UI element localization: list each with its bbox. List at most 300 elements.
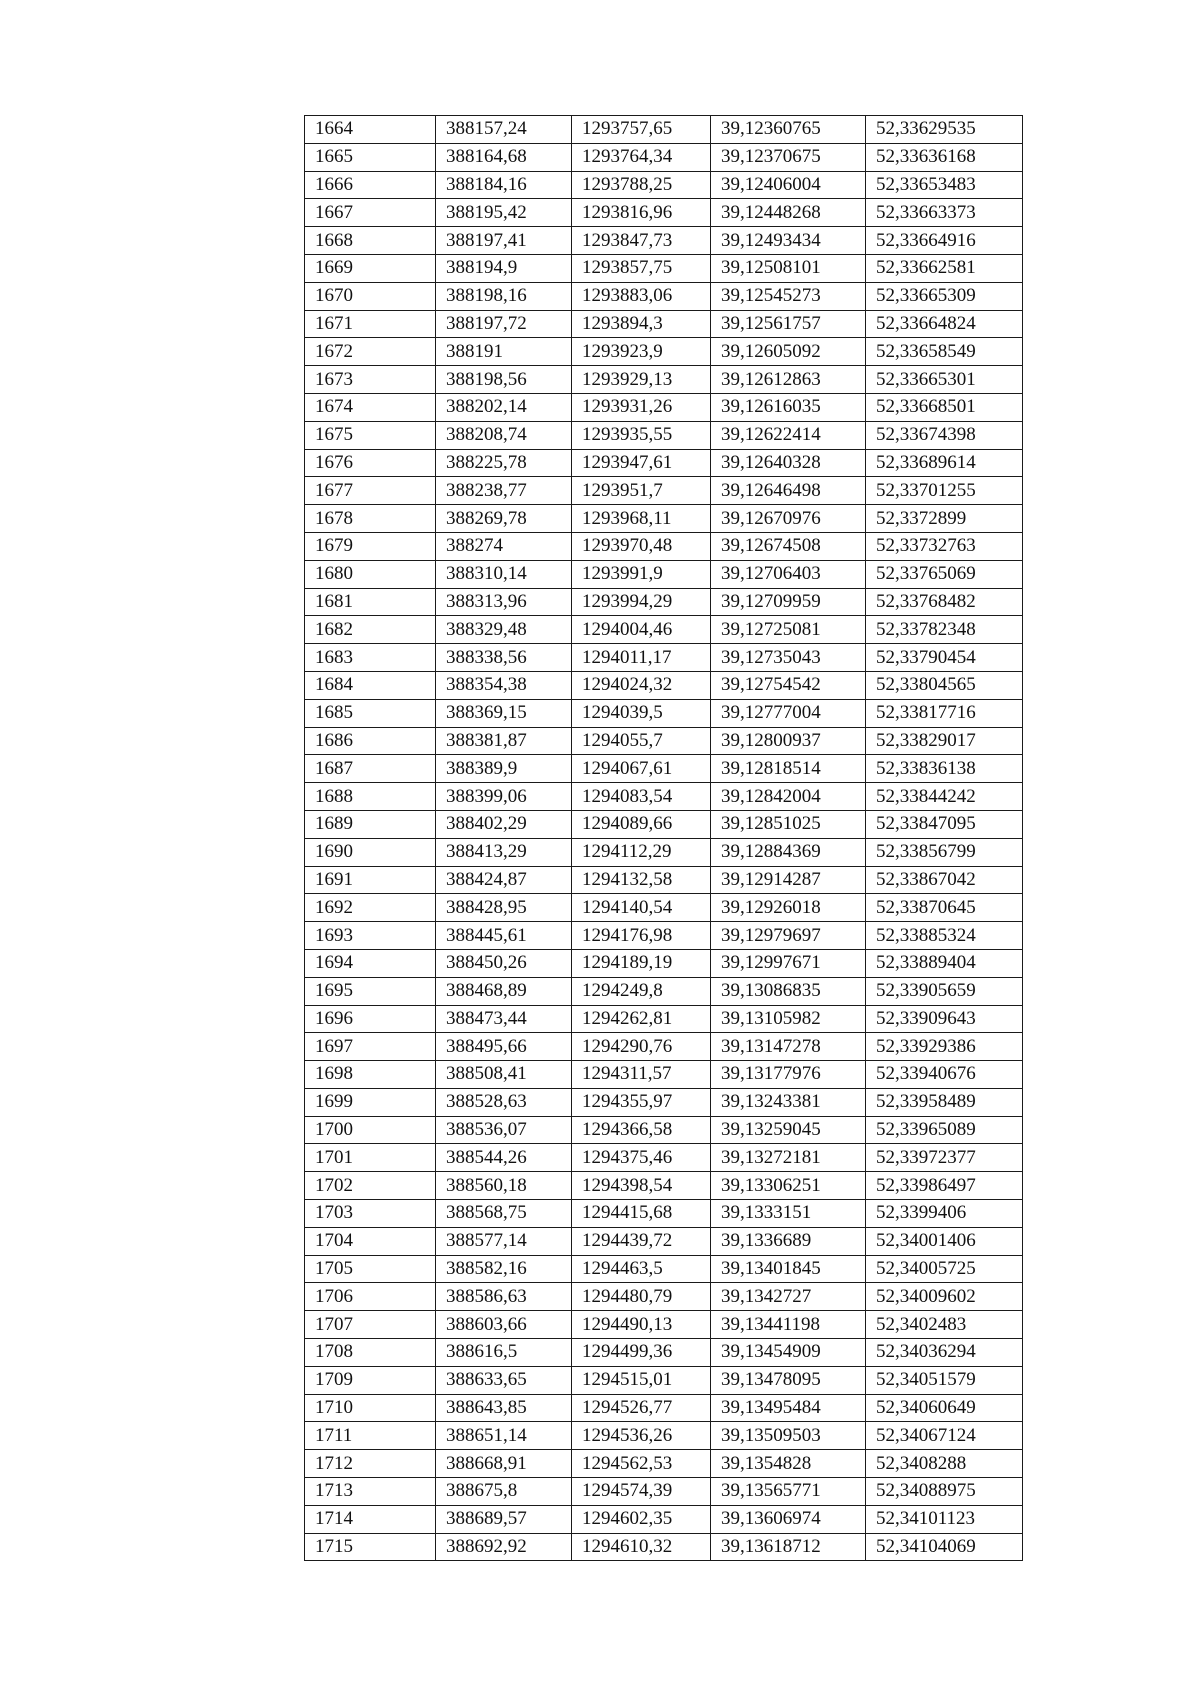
latitude-cell: 52,33829017 bbox=[866, 727, 1023, 755]
x-coordinate-cell: 388198,56 bbox=[436, 366, 572, 394]
x-coordinate-cell: 388692,92 bbox=[436, 1533, 572, 1561]
longitude-cell: 39,12851025 bbox=[711, 810, 866, 838]
y-coordinate-cell: 1294439,72 bbox=[572, 1227, 711, 1255]
latitude-cell: 52,33689614 bbox=[866, 449, 1023, 477]
table-row bbox=[305, 1255, 1023, 1283]
longitude-cell: 39,12493434 bbox=[711, 227, 866, 255]
x-coordinate-cell: 388424,87 bbox=[436, 866, 572, 894]
y-coordinate-cell: 1294290,76 bbox=[572, 1033, 711, 1061]
y-coordinate-cell: 1293883,06 bbox=[572, 282, 711, 310]
x-coordinate-cell: 388313,96 bbox=[436, 588, 572, 616]
point-number-cell: 1691 bbox=[305, 866, 436, 894]
y-coordinate-cell: 1294366,58 bbox=[572, 1116, 711, 1144]
longitude-cell: 39,12561757 bbox=[711, 310, 866, 338]
latitude-cell: 52,3402483 bbox=[866, 1311, 1023, 1339]
y-coordinate-cell: 1294610,32 bbox=[572, 1533, 711, 1561]
point-number-cell: 1683 bbox=[305, 644, 436, 672]
longitude-cell: 39,12616035 bbox=[711, 393, 866, 421]
y-coordinate-cell: 1294536,26 bbox=[572, 1422, 711, 1450]
table-row bbox=[305, 810, 1023, 838]
table-row bbox=[305, 644, 1023, 672]
longitude-cell: 39,12448268 bbox=[711, 199, 866, 227]
latitude-cell: 52,33664916 bbox=[866, 227, 1023, 255]
latitude-cell: 52,33867042 bbox=[866, 866, 1023, 894]
longitude-cell: 39,12754542 bbox=[711, 671, 866, 699]
table-row bbox=[305, 143, 1023, 171]
point-number-cell: 1687 bbox=[305, 755, 436, 783]
latitude-cell: 52,3399406 bbox=[866, 1200, 1023, 1228]
latitude-cell: 52,33663373 bbox=[866, 199, 1023, 227]
y-coordinate-cell: 1293923,9 bbox=[572, 338, 711, 366]
x-coordinate-cell: 388582,16 bbox=[436, 1255, 572, 1283]
y-coordinate-cell: 1293894,3 bbox=[572, 310, 711, 338]
x-coordinate-cell: 388157,24 bbox=[436, 116, 572, 144]
point-number-cell: 1690 bbox=[305, 838, 436, 866]
table-row bbox=[305, 310, 1023, 338]
y-coordinate-cell: 1294602,35 bbox=[572, 1505, 711, 1533]
x-coordinate-cell: 388198,16 bbox=[436, 282, 572, 310]
coordinates-table-body bbox=[305, 116, 1023, 1561]
point-number-cell: 1708 bbox=[305, 1339, 436, 1367]
table-row bbox=[305, 1366, 1023, 1394]
table-row bbox=[305, 1533, 1023, 1561]
y-coordinate-cell: 1294375,46 bbox=[572, 1144, 711, 1172]
y-coordinate-cell: 1293935,55 bbox=[572, 421, 711, 449]
latitude-cell: 52,33674398 bbox=[866, 421, 1023, 449]
table-row bbox=[305, 755, 1023, 783]
longitude-cell: 39,12842004 bbox=[711, 783, 866, 811]
table-row bbox=[305, 1311, 1023, 1339]
x-coordinate-cell: 388568,75 bbox=[436, 1200, 572, 1228]
point-number-cell: 1666 bbox=[305, 171, 436, 199]
longitude-cell: 39,12674508 bbox=[711, 532, 866, 560]
x-coordinate-cell: 388560,18 bbox=[436, 1172, 572, 1200]
longitude-cell: 39,13306251 bbox=[711, 1172, 866, 1200]
latitude-cell: 52,33629535 bbox=[866, 116, 1023, 144]
x-coordinate-cell: 388577,14 bbox=[436, 1227, 572, 1255]
longitude-cell: 39,12646498 bbox=[711, 477, 866, 505]
longitude-cell: 39,12370675 bbox=[711, 143, 866, 171]
point-number-cell: 1688 bbox=[305, 783, 436, 811]
latitude-cell: 52,33972377 bbox=[866, 1144, 1023, 1172]
x-coordinate-cell: 388238,77 bbox=[436, 477, 572, 505]
x-coordinate-cell: 388191 bbox=[436, 338, 572, 366]
table-row bbox=[305, 282, 1023, 310]
x-coordinate-cell: 388668,91 bbox=[436, 1450, 572, 1478]
longitude-cell: 39,13618712 bbox=[711, 1533, 866, 1561]
y-coordinate-cell: 1294249,8 bbox=[572, 977, 711, 1005]
point-number-cell: 1672 bbox=[305, 338, 436, 366]
longitude-cell: 39,12818514 bbox=[711, 755, 866, 783]
table-row bbox=[305, 1227, 1023, 1255]
table-row bbox=[305, 254, 1023, 282]
table-row bbox=[305, 1339, 1023, 1367]
y-coordinate-cell: 1293968,11 bbox=[572, 505, 711, 533]
point-number-cell: 1676 bbox=[305, 449, 436, 477]
latitude-cell: 52,33768482 bbox=[866, 588, 1023, 616]
point-number-cell: 1682 bbox=[305, 616, 436, 644]
y-coordinate-cell: 1294526,77 bbox=[572, 1394, 711, 1422]
latitude-cell: 52,34051579 bbox=[866, 1366, 1023, 1394]
latitude-cell: 52,33856799 bbox=[866, 838, 1023, 866]
y-coordinate-cell: 1294132,58 bbox=[572, 866, 711, 894]
y-coordinate-cell: 1294480,79 bbox=[572, 1283, 711, 1311]
y-coordinate-cell: 1294355,97 bbox=[572, 1088, 711, 1116]
y-coordinate-cell: 1293991,9 bbox=[572, 560, 711, 588]
latitude-cell: 52,33765069 bbox=[866, 560, 1023, 588]
table-row bbox=[305, 227, 1023, 255]
point-number-cell: 1710 bbox=[305, 1394, 436, 1422]
longitude-cell: 39,12926018 bbox=[711, 894, 866, 922]
y-coordinate-cell: 1293929,13 bbox=[572, 366, 711, 394]
x-coordinate-cell: 388369,15 bbox=[436, 699, 572, 727]
longitude-cell: 39,1336689 bbox=[711, 1227, 866, 1255]
table-row bbox=[305, 1505, 1023, 1533]
latitude-cell: 52,33844242 bbox=[866, 783, 1023, 811]
x-coordinate-cell: 388195,42 bbox=[436, 199, 572, 227]
point-number-cell: 1667 bbox=[305, 199, 436, 227]
longitude-cell: 39,1354828 bbox=[711, 1450, 866, 1478]
point-number-cell: 1703 bbox=[305, 1200, 436, 1228]
latitude-cell: 52,33965089 bbox=[866, 1116, 1023, 1144]
longitude-cell: 39,13177976 bbox=[711, 1061, 866, 1089]
latitude-cell: 52,33870645 bbox=[866, 894, 1023, 922]
longitude-cell: 39,13454909 bbox=[711, 1339, 866, 1367]
x-coordinate-cell: 388184,16 bbox=[436, 171, 572, 199]
x-coordinate-cell: 388616,5 bbox=[436, 1339, 572, 1367]
y-coordinate-cell: 1293970,48 bbox=[572, 532, 711, 560]
table-row bbox=[305, 477, 1023, 505]
point-number-cell: 1668 bbox=[305, 227, 436, 255]
latitude-cell: 52,34067124 bbox=[866, 1422, 1023, 1450]
x-coordinate-cell: 388402,29 bbox=[436, 810, 572, 838]
table-row bbox=[305, 1033, 1023, 1061]
latitude-cell: 52,33668501 bbox=[866, 393, 1023, 421]
longitude-cell: 39,12612863 bbox=[711, 366, 866, 394]
latitude-cell: 52,33905659 bbox=[866, 977, 1023, 1005]
longitude-cell: 39,13565771 bbox=[711, 1478, 866, 1506]
latitude-cell: 52,34005725 bbox=[866, 1255, 1023, 1283]
table-row bbox=[305, 1200, 1023, 1228]
longitude-cell: 39,13259045 bbox=[711, 1116, 866, 1144]
x-coordinate-cell: 388164,68 bbox=[436, 143, 572, 171]
y-coordinate-cell: 1293816,96 bbox=[572, 199, 711, 227]
y-coordinate-cell: 1294463,5 bbox=[572, 1255, 711, 1283]
table-row bbox=[305, 838, 1023, 866]
longitude-cell: 39,12777004 bbox=[711, 699, 866, 727]
x-coordinate-cell: 388603,66 bbox=[436, 1311, 572, 1339]
point-number-cell: 1715 bbox=[305, 1533, 436, 1561]
table-row bbox=[305, 421, 1023, 449]
table-row bbox=[305, 1283, 1023, 1311]
table-row bbox=[305, 1394, 1023, 1422]
point-number-cell: 1711 bbox=[305, 1422, 436, 1450]
latitude-cell: 52,33790454 bbox=[866, 644, 1023, 672]
point-number-cell: 1709 bbox=[305, 1366, 436, 1394]
table-row bbox=[305, 1478, 1023, 1506]
point-number-cell: 1678 bbox=[305, 505, 436, 533]
point-number-cell: 1696 bbox=[305, 1005, 436, 1033]
table-row bbox=[305, 616, 1023, 644]
latitude-cell: 52,33665309 bbox=[866, 282, 1023, 310]
x-coordinate-cell: 388197,72 bbox=[436, 310, 572, 338]
point-number-cell: 1673 bbox=[305, 366, 436, 394]
latitude-cell: 52,33732763 bbox=[866, 532, 1023, 560]
table-row bbox=[305, 783, 1023, 811]
x-coordinate-cell: 388381,87 bbox=[436, 727, 572, 755]
point-number-cell: 1680 bbox=[305, 560, 436, 588]
point-number-cell: 1704 bbox=[305, 1227, 436, 1255]
x-coordinate-cell: 388544,26 bbox=[436, 1144, 572, 1172]
point-number-cell: 1700 bbox=[305, 1116, 436, 1144]
latitude-cell: 52,33986497 bbox=[866, 1172, 1023, 1200]
longitude-cell: 39,12508101 bbox=[711, 254, 866, 282]
latitude-cell: 52,33665301 bbox=[866, 366, 1023, 394]
point-number-cell: 1705 bbox=[305, 1255, 436, 1283]
longitude-cell: 39,12884369 bbox=[711, 838, 866, 866]
point-number-cell: 1695 bbox=[305, 977, 436, 1005]
y-coordinate-cell: 1294398,54 bbox=[572, 1172, 711, 1200]
latitude-cell: 52,33653483 bbox=[866, 171, 1023, 199]
latitude-cell: 52,33658549 bbox=[866, 338, 1023, 366]
point-number-cell: 1694 bbox=[305, 949, 436, 977]
x-coordinate-cell: 388194,9 bbox=[436, 254, 572, 282]
y-coordinate-cell: 1294140,54 bbox=[572, 894, 711, 922]
latitude-cell: 52,33958489 bbox=[866, 1088, 1023, 1116]
latitude-cell: 52,33929386 bbox=[866, 1033, 1023, 1061]
x-coordinate-cell: 388651,14 bbox=[436, 1422, 572, 1450]
y-coordinate-cell: 1294004,46 bbox=[572, 616, 711, 644]
point-number-cell: 1706 bbox=[305, 1283, 436, 1311]
longitude-cell: 39,12360765 bbox=[711, 116, 866, 144]
longitude-cell: 39,12979697 bbox=[711, 922, 866, 950]
table-row bbox=[305, 949, 1023, 977]
point-number-cell: 1693 bbox=[305, 922, 436, 950]
point-number-cell: 1674 bbox=[305, 393, 436, 421]
y-coordinate-cell: 1294311,57 bbox=[572, 1061, 711, 1089]
longitude-cell: 39,12735043 bbox=[711, 644, 866, 672]
point-number-cell: 1702 bbox=[305, 1172, 436, 1200]
longitude-cell: 39,12406004 bbox=[711, 171, 866, 199]
longitude-cell: 39,13272181 bbox=[711, 1144, 866, 1172]
x-coordinate-cell: 388586,63 bbox=[436, 1283, 572, 1311]
table-row bbox=[305, 1116, 1023, 1144]
table-row bbox=[305, 560, 1023, 588]
table-row bbox=[305, 1450, 1023, 1478]
y-coordinate-cell: 1293994,29 bbox=[572, 588, 711, 616]
longitude-cell: 39,13606974 bbox=[711, 1505, 866, 1533]
point-number-cell: 1685 bbox=[305, 699, 436, 727]
latitude-cell: 52,33836138 bbox=[866, 755, 1023, 783]
point-number-cell: 1679 bbox=[305, 532, 436, 560]
point-number-cell: 1686 bbox=[305, 727, 436, 755]
table-row bbox=[305, 977, 1023, 1005]
x-coordinate-cell: 388208,74 bbox=[436, 421, 572, 449]
y-coordinate-cell: 1294039,5 bbox=[572, 699, 711, 727]
longitude-cell: 39,12914287 bbox=[711, 866, 866, 894]
x-coordinate-cell: 388428,95 bbox=[436, 894, 572, 922]
x-coordinate-cell: 388225,78 bbox=[436, 449, 572, 477]
point-number-cell: 1677 bbox=[305, 477, 436, 505]
longitude-cell: 39,12800937 bbox=[711, 727, 866, 755]
longitude-cell: 39,12997671 bbox=[711, 949, 866, 977]
x-coordinate-cell: 388495,66 bbox=[436, 1033, 572, 1061]
y-coordinate-cell: 1293847,73 bbox=[572, 227, 711, 255]
longitude-cell: 39,12725081 bbox=[711, 616, 866, 644]
point-number-cell: 1701 bbox=[305, 1144, 436, 1172]
point-number-cell: 1684 bbox=[305, 671, 436, 699]
y-coordinate-cell: 1294176,98 bbox=[572, 922, 711, 950]
y-coordinate-cell: 1294055,7 bbox=[572, 727, 711, 755]
latitude-cell: 52,33664824 bbox=[866, 310, 1023, 338]
y-coordinate-cell: 1294415,68 bbox=[572, 1200, 711, 1228]
point-number-cell: 1697 bbox=[305, 1033, 436, 1061]
longitude-cell: 39,13495484 bbox=[711, 1394, 866, 1422]
point-number-cell: 1675 bbox=[305, 421, 436, 449]
x-coordinate-cell: 388269,78 bbox=[436, 505, 572, 533]
point-number-cell: 1664 bbox=[305, 116, 436, 144]
y-coordinate-cell: 1294089,66 bbox=[572, 810, 711, 838]
point-number-cell: 1707 bbox=[305, 1311, 436, 1339]
latitude-cell: 52,33662581 bbox=[866, 254, 1023, 282]
x-coordinate-cell: 388329,48 bbox=[436, 616, 572, 644]
point-number-cell: 1714 bbox=[305, 1505, 436, 1533]
x-coordinate-cell: 388536,07 bbox=[436, 1116, 572, 1144]
latitude-cell: 52,33817716 bbox=[866, 699, 1023, 727]
latitude-cell: 52,34101123 bbox=[866, 1505, 1023, 1533]
point-number-cell: 1698 bbox=[305, 1061, 436, 1089]
x-coordinate-cell: 388202,14 bbox=[436, 393, 572, 421]
x-coordinate-cell: 388689,57 bbox=[436, 1505, 572, 1533]
point-number-cell: 1665 bbox=[305, 143, 436, 171]
latitude-cell: 52,33782348 bbox=[866, 616, 1023, 644]
table-row bbox=[305, 171, 1023, 199]
table-row bbox=[305, 1144, 1023, 1172]
x-coordinate-cell: 388338,56 bbox=[436, 644, 572, 672]
table-row bbox=[305, 366, 1023, 394]
y-coordinate-cell: 1293931,26 bbox=[572, 393, 711, 421]
table-row bbox=[305, 1422, 1023, 1450]
table-row bbox=[305, 922, 1023, 950]
latitude-cell: 52,33847095 bbox=[866, 810, 1023, 838]
y-coordinate-cell: 1293951,7 bbox=[572, 477, 711, 505]
latitude-cell: 52,34060649 bbox=[866, 1394, 1023, 1422]
longitude-cell: 39,12640328 bbox=[711, 449, 866, 477]
table-row bbox=[305, 532, 1023, 560]
table-row bbox=[305, 1172, 1023, 1200]
table-row bbox=[305, 1061, 1023, 1089]
y-coordinate-cell: 1293947,61 bbox=[572, 449, 711, 477]
y-coordinate-cell: 1294262,81 bbox=[572, 1005, 711, 1033]
longitude-cell: 39,13086835 bbox=[711, 977, 866, 1005]
x-coordinate-cell: 388413,29 bbox=[436, 838, 572, 866]
longitude-cell: 39,13147278 bbox=[711, 1033, 866, 1061]
latitude-cell: 52,33636168 bbox=[866, 143, 1023, 171]
longitude-cell: 39,12605092 bbox=[711, 338, 866, 366]
longitude-cell: 39,12545273 bbox=[711, 282, 866, 310]
x-coordinate-cell: 388310,14 bbox=[436, 560, 572, 588]
point-number-cell: 1689 bbox=[305, 810, 436, 838]
x-coordinate-cell: 388633,65 bbox=[436, 1366, 572, 1394]
table-row bbox=[305, 588, 1023, 616]
y-coordinate-cell: 1293757,65 bbox=[572, 116, 711, 144]
y-coordinate-cell: 1294574,39 bbox=[572, 1478, 711, 1506]
x-coordinate-cell: 388399,06 bbox=[436, 783, 572, 811]
x-coordinate-cell: 388354,38 bbox=[436, 671, 572, 699]
table-row bbox=[305, 338, 1023, 366]
x-coordinate-cell: 388473,44 bbox=[436, 1005, 572, 1033]
y-coordinate-cell: 1294011,17 bbox=[572, 644, 711, 672]
table-row bbox=[305, 505, 1023, 533]
point-number-cell: 1681 bbox=[305, 588, 436, 616]
x-coordinate-cell: 388274 bbox=[436, 532, 572, 560]
table-row bbox=[305, 393, 1023, 421]
point-number-cell: 1712 bbox=[305, 1450, 436, 1478]
y-coordinate-cell: 1294515,01 bbox=[572, 1366, 711, 1394]
y-coordinate-cell: 1294189,19 bbox=[572, 949, 711, 977]
table-row bbox=[305, 699, 1023, 727]
latitude-cell: 52,34036294 bbox=[866, 1339, 1023, 1367]
latitude-cell: 52,33909643 bbox=[866, 1005, 1023, 1033]
coordinates-table bbox=[304, 115, 1023, 1561]
table-row bbox=[305, 671, 1023, 699]
table-row bbox=[305, 199, 1023, 227]
point-number-cell: 1699 bbox=[305, 1088, 436, 1116]
y-coordinate-cell: 1294067,61 bbox=[572, 755, 711, 783]
latitude-cell: 52,33885324 bbox=[866, 922, 1023, 950]
longitude-cell: 39,13243381 bbox=[711, 1088, 866, 1116]
table-row bbox=[305, 894, 1023, 922]
longitude-cell: 39,13441198 bbox=[711, 1311, 866, 1339]
x-coordinate-cell: 388197,41 bbox=[436, 227, 572, 255]
latitude-cell: 52,33701255 bbox=[866, 477, 1023, 505]
table-row bbox=[305, 1088, 1023, 1116]
x-coordinate-cell: 388643,85 bbox=[436, 1394, 572, 1422]
point-number-cell: 1692 bbox=[305, 894, 436, 922]
longitude-cell: 39,12622414 bbox=[711, 421, 866, 449]
x-coordinate-cell: 388450,26 bbox=[436, 949, 572, 977]
y-coordinate-cell: 1294490,13 bbox=[572, 1311, 711, 1339]
longitude-cell: 39,13509503 bbox=[711, 1422, 866, 1450]
x-coordinate-cell: 388389,9 bbox=[436, 755, 572, 783]
x-coordinate-cell: 388675,8 bbox=[436, 1478, 572, 1506]
y-coordinate-cell: 1294112,29 bbox=[572, 838, 711, 866]
table-row bbox=[305, 449, 1023, 477]
longitude-cell: 39,12706403 bbox=[711, 560, 866, 588]
point-number-cell: 1670 bbox=[305, 282, 436, 310]
y-coordinate-cell: 1293857,75 bbox=[572, 254, 711, 282]
y-coordinate-cell: 1294024,32 bbox=[572, 671, 711, 699]
longitude-cell: 39,13478095 bbox=[711, 1366, 866, 1394]
latitude-cell: 52,34009602 bbox=[866, 1283, 1023, 1311]
y-coordinate-cell: 1294083,54 bbox=[572, 783, 711, 811]
table-row bbox=[305, 866, 1023, 894]
y-coordinate-cell: 1294499,36 bbox=[572, 1339, 711, 1367]
longitude-cell: 39,13105982 bbox=[711, 1005, 866, 1033]
longitude-cell: 39,12670976 bbox=[711, 505, 866, 533]
x-coordinate-cell: 388445,61 bbox=[436, 922, 572, 950]
x-coordinate-cell: 388508,41 bbox=[436, 1061, 572, 1089]
longitude-cell: 39,13401845 bbox=[711, 1255, 866, 1283]
latitude-cell: 52,33940676 bbox=[866, 1061, 1023, 1089]
longitude-cell: 39,12709959 bbox=[711, 588, 866, 616]
point-number-cell: 1669 bbox=[305, 254, 436, 282]
table-row bbox=[305, 116, 1023, 144]
point-number-cell: 1713 bbox=[305, 1478, 436, 1506]
y-coordinate-cell: 1293788,25 bbox=[572, 171, 711, 199]
longitude-cell: 39,1342727 bbox=[711, 1283, 866, 1311]
latitude-cell: 52,34001406 bbox=[866, 1227, 1023, 1255]
